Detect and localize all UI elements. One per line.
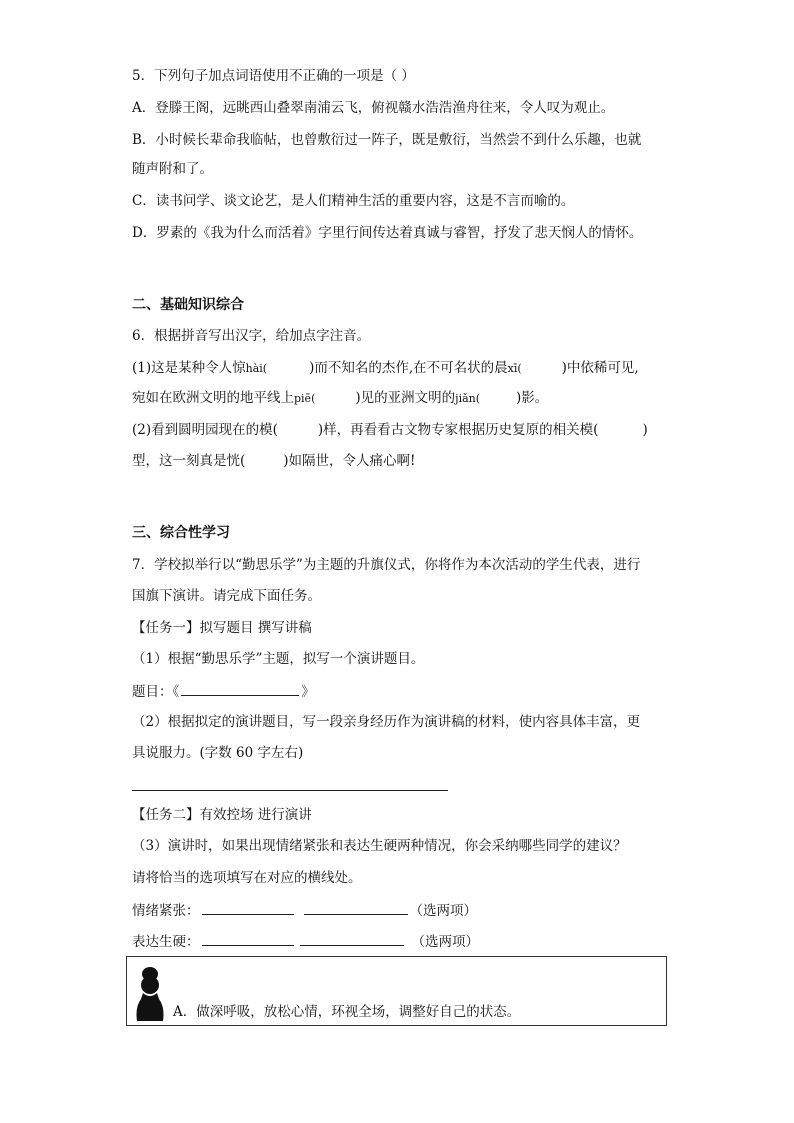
task1-question1: （1）根据“勤思乐学”主题，拟写一个演讲题目。 bbox=[132, 651, 425, 667]
title-prefix: 题目：《 bbox=[132, 684, 180, 700]
q6-part2-line1 bbox=[132, 421, 648, 439]
pinyin-hai: hài( bbox=[245, 362, 268, 375]
q6-text: )如隔世，令人痛心啊! bbox=[283, 453, 416, 469]
task2-question3-line2: 请将恰当的选项填写在对应的横线处。 bbox=[132, 870, 362, 886]
q6-text: )影。 bbox=[516, 390, 549, 406]
task1-heading: 【任务一】拟写题目 撰写讲稿 bbox=[132, 620, 312, 636]
stiff-label: 表达生硬： bbox=[132, 934, 200, 950]
task2-heading: 【任务二】有效控场 进行演讲 bbox=[132, 807, 312, 823]
q6-part1-line2 bbox=[132, 389, 548, 408]
task1-question2-line1: （2）根据拟定的演讲题目，写一段亲身经历作为演讲稿的材料，使内容具体丰富，更 bbox=[132, 714, 641, 730]
nervous-blank-1[interactable] bbox=[202, 900, 294, 915]
q6-text: 宛如在欧洲文明的地平线上 bbox=[132, 390, 294, 406]
q5-option-a: A．登滕王阁，远眺西山叠翠南浦云飞，俯视赣水浩浩渔舟往来，令人叹为观止。 bbox=[132, 100, 615, 116]
q6-text: ) bbox=[642, 422, 648, 438]
section3-heading: 三、综合性学习 bbox=[132, 525, 230, 541]
answer-rule[interactable] bbox=[132, 790, 448, 791]
q6-text: )中依稀可见, bbox=[561, 360, 639, 376]
q6-stem: 6．根据拼音写出汉字，给加点字注音。 bbox=[132, 328, 371, 344]
q5-option-d: D．罗素的《我为什么而活着》字里行间传达着真诚与睿智，抒发了悲天悯人的情怀。 bbox=[132, 225, 643, 241]
q5-stem: 5．下列句子加点词语使用不正确的一项是（ ） bbox=[132, 68, 415, 84]
q6-part1-line1 bbox=[132, 359, 639, 378]
nervous-label: 情绪紧张： bbox=[132, 903, 200, 919]
q7-stem-line2: 国旗下演讲。请完成下面任务。 bbox=[132, 588, 321, 604]
section2-heading: 二、基础知识综合 bbox=[132, 297, 244, 313]
q6-part2-line2 bbox=[132, 452, 415, 470]
title-suffix: 》 bbox=[301, 684, 315, 700]
q5-option-b-line1: B．小时候长辈命我临帖，也曾敷衍过一阵子，既是敷衍，当然尝不到什么乐趣，也就 bbox=[132, 132, 642, 148]
q6-text: (2)看到圆明园现在的模( bbox=[132, 422, 278, 438]
option-a-text: A．做深呼吸，放松心情，环视全场，调整好自己的状态。 bbox=[173, 1004, 521, 1020]
q5-option-b-line2: 随声附和了。 bbox=[132, 161, 213, 177]
pinyin-pie: piē( bbox=[294, 392, 316, 405]
stiff-blank-2[interactable] bbox=[300, 931, 404, 946]
pinyin-xi: xī( bbox=[507, 362, 522, 375]
title-answer-line bbox=[132, 681, 315, 701]
stiff-suffix: （选两项） bbox=[411, 934, 479, 950]
stiff-answer-line bbox=[132, 931, 479, 951]
q6-text: )见的亚洲文明的 bbox=[355, 390, 456, 406]
title-blank[interactable] bbox=[181, 681, 299, 696]
suggestion-box bbox=[126, 956, 667, 1026]
task1-question2-line2: 具说服力。(字数 60 字左右) bbox=[132, 745, 304, 761]
q5-option-c: C．读书问学、谈文论艺，是人们精神生活的重要内容，这是不言而喻的。 bbox=[132, 193, 575, 209]
q6-text: (1)这是某种令人惊 bbox=[132, 360, 246, 376]
q6-text: )样，再看看古文物专家根据历史复原的相关模( bbox=[317, 422, 599, 438]
nervous-answer-line bbox=[132, 900, 477, 920]
q7-stem-line1: 7．学校拟举行以“勤思乐学”为主题的升旗仪式，你将作为本次活动的学生代表，进行 bbox=[132, 557, 641, 573]
task2-question3-line1: （3）演讲时，如果出现情绪紧张和表达生硬两种情况，你会采纳哪些同学的建议？ bbox=[132, 838, 627, 854]
pinyin-jian: jiǎn( bbox=[455, 392, 481, 405]
q6-text: )而不知名的杰作,在不可名状的晨 bbox=[309, 360, 508, 376]
student-silhouette-icon bbox=[135, 965, 165, 1021]
nervous-blank-2[interactable] bbox=[304, 900, 408, 915]
q6-text: 型，这一刻真是恍( bbox=[132, 453, 246, 469]
nervous-suffix: （选两项） bbox=[409, 903, 477, 919]
stiff-blank-1[interactable] bbox=[202, 931, 294, 946]
